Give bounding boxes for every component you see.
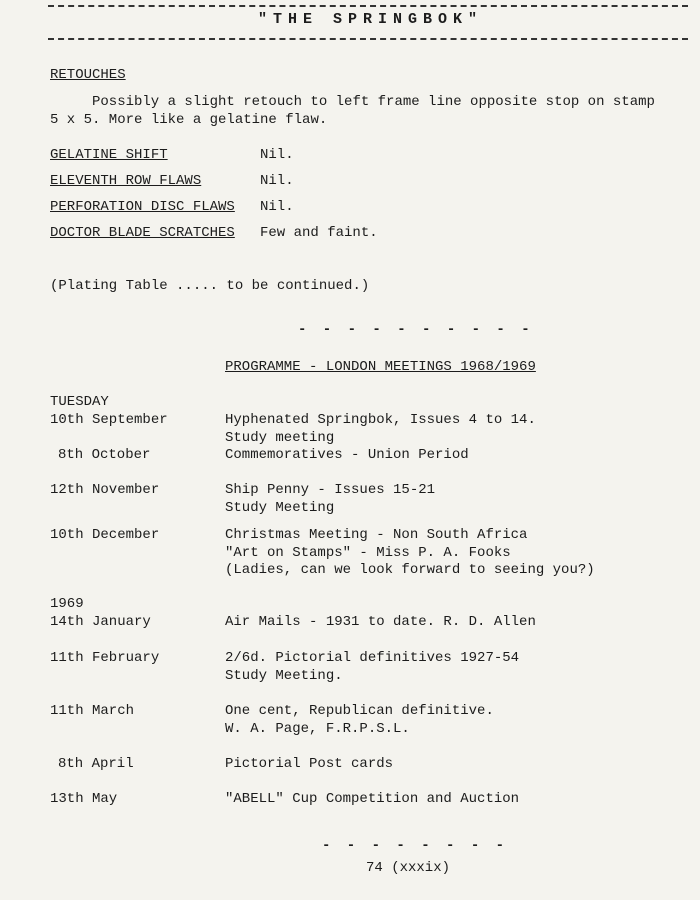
programme-detail: Study meeting xyxy=(225,430,335,446)
programme-detail: Christmas Meeting - Non South Africa xyxy=(225,527,528,543)
programme-date: 10th December xyxy=(50,527,160,543)
programme-detail: Study Meeting. xyxy=(225,668,343,684)
flaw-label-eleventh-row: ELEVENTH ROW FLAWS xyxy=(50,173,202,189)
programme-detail: (Ladies, can we look forward to seeing you?) xyxy=(225,562,595,578)
flaw-value-eleventh-row: Nil. xyxy=(260,173,294,189)
retouches-line-1: Possibly a slight retouch to left frame line opposite stop on stamp xyxy=(92,94,655,110)
year-label-1969: 1969 xyxy=(50,596,84,612)
weekday-label: TUESDAY xyxy=(50,394,109,410)
retouches-line-2: 5 x 5. More like a gelatine flaw. xyxy=(50,112,328,128)
flaw-value-gelatine-shift: Nil. xyxy=(260,147,294,163)
programme-detail: "ABELL" Cup Competition and Auction xyxy=(225,791,520,807)
programme-detail: W. A. Page, F.R.P.S.L. xyxy=(225,721,410,737)
flaw-label-perforation-disc: PERFORATION DISC FLAWS xyxy=(50,199,235,215)
programme-detail: Study Meeting xyxy=(225,500,335,516)
programme-date: 12th November xyxy=(50,482,160,498)
programme-detail: Hyphenated Springbok, Issues 4 to 14. xyxy=(225,412,536,428)
flaw-value-perforation-disc: Nil. xyxy=(260,199,294,215)
programme-date: 10th September xyxy=(50,412,168,428)
programme-detail: One cent, Republican definitive. xyxy=(225,703,494,719)
page-number: 74 (xxxix) xyxy=(366,860,451,876)
programme-detail: Pictorial Post cards xyxy=(225,756,394,772)
programme-date: 8th October xyxy=(58,447,151,463)
plating-continued-note: (Plating Table ..... to be continued.) xyxy=(50,278,370,294)
section-separator: - - - - - - - - - - xyxy=(298,322,534,338)
programme-date: 14th January xyxy=(50,614,151,630)
programme-date: 8th April xyxy=(58,756,134,772)
retouches-heading: RETOUCHES xyxy=(50,67,126,83)
programme-detail: Ship Penny - Issues 15-21 xyxy=(225,482,436,498)
header-rule-top xyxy=(48,5,688,7)
programme-detail: 2/6d. Pictorial definitives 1927-54 xyxy=(225,650,520,666)
flaw-label-gelatine-shift: GELATINE SHIFT xyxy=(50,147,168,163)
header-rule-bottom xyxy=(48,38,688,40)
programme-heading: PROGRAMME - LONDON MEETINGS 1968/1969 xyxy=(225,359,536,375)
programme-detail: "Art on Stamps" - Miss P. A. Fooks xyxy=(225,545,511,561)
programme-date: 11th March xyxy=(50,703,135,719)
footer-separator: - - - - - - - - xyxy=(322,838,509,854)
programme-detail: Air Mails - 1931 to date. R. D. Allen xyxy=(225,614,536,630)
programme-detail: Commemoratives - Union Period xyxy=(225,447,469,463)
page-title: "THE SPRINGBOK" xyxy=(258,11,484,28)
flaw-value-doctor-blade: Few and faint. xyxy=(260,225,378,241)
flaw-label-doctor-blade: DOCTOR BLADE SCRATCHES xyxy=(50,225,235,241)
programme-date: 11th February xyxy=(50,650,160,666)
programme-date: 13th May xyxy=(50,791,118,807)
